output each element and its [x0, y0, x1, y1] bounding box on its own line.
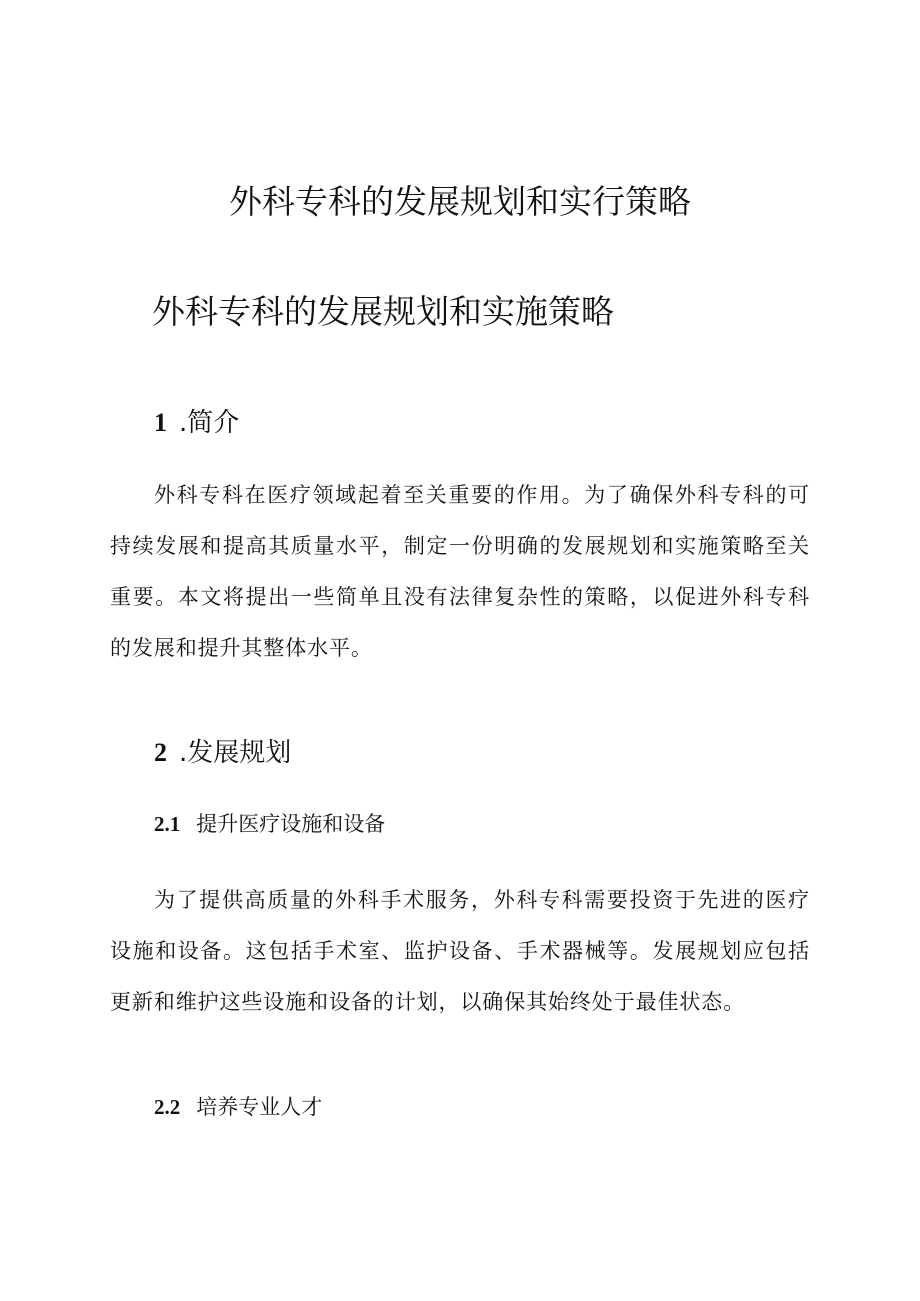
facilities-paragraph: 为了提供高质量的外科手术服务，外科专科需要投资于先进的医疗设施和设备。这包括手术室、监护设备、手术器械等。发展规划应包括更新和维护这些设施和设备的计划，以确保其始终处于最佳状态。	[110, 888, 810, 1014]
section-heading-intro	[154, 403, 239, 443]
document-title: 外科专科的发展规划和实行策略	[229, 182, 691, 221]
section-number: 2	[154, 738, 167, 767]
subsection-number: 2.1	[154, 812, 181, 836]
section-title: .简介	[179, 408, 240, 438]
subsection-title: 提升医疗设施和设备	[196, 812, 386, 836]
document-subtitle: 外科专科的发展规划和实施策略	[152, 292, 614, 331]
section-title: .发展规划	[179, 738, 292, 768]
subsection-heading-facilities	[154, 807, 385, 841]
section-heading-development-plan	[154, 733, 291, 773]
section-number: 1	[154, 408, 167, 437]
intro-paragraph: 外科专科在医疗领域起着至关重要的作用。为了确保外科专科的可持续发展和提高其质量水平，制定一份明确的发展规划和实施策略至关重要。本文将提出一些简单且没有法律复杂性的策略，以促进外科专科的发展和提升其整体水平。	[110, 483, 810, 660]
subsection-number: 2.2	[154, 1095, 181, 1119]
subsection-heading-talent	[154, 1090, 322, 1124]
subsection-title: 培养专业人才	[196, 1095, 323, 1119]
